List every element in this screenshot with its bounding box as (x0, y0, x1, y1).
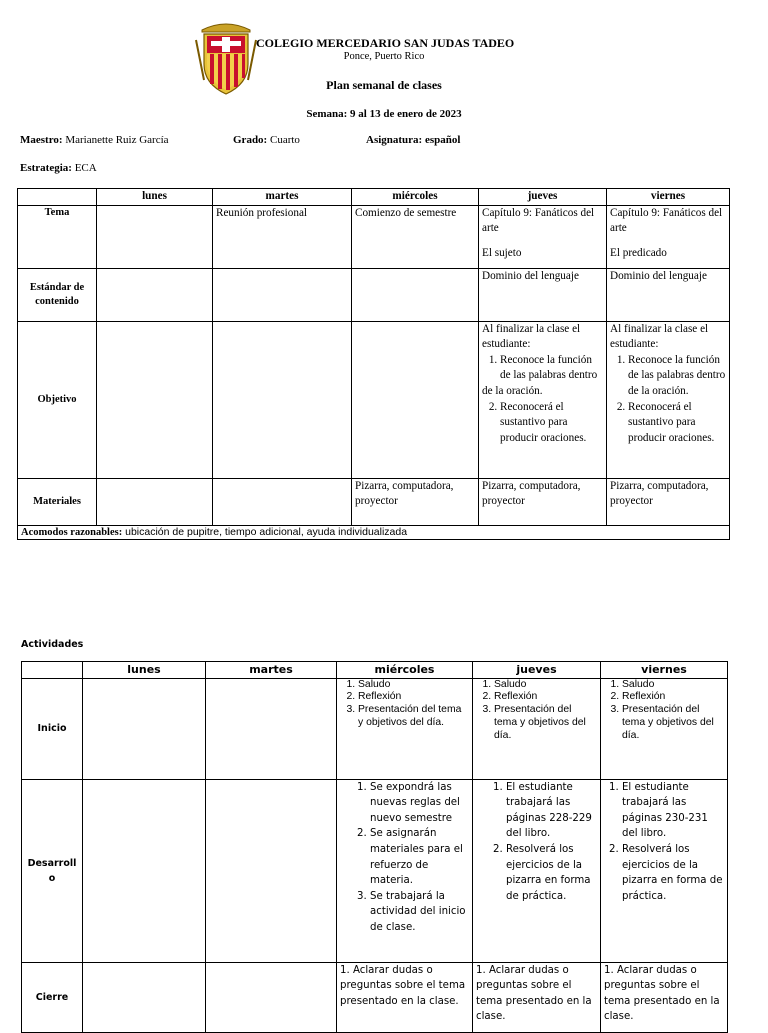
cierre-miercoles: 1. Aclarar dudas o preguntas sobre el tema presentado en la clase. (337, 962, 473, 1032)
inicio-martes (206, 678, 337, 779)
day-header-martes: martes (213, 189, 352, 206)
inicio-miercoles-item: 2. Reflexión (358, 691, 469, 704)
teacher-label: Maestro: (20, 134, 63, 146)
day-header-viernes: viernes (607, 189, 730, 206)
inicio-miercoles (337, 678, 473, 779)
objetivo-jueves-item-2: 2. Reconocerá el sustantivo para producir oraciones. (500, 400, 603, 447)
day-header-lunes: lunes (97, 189, 213, 206)
materiales-lunes (97, 478, 213, 525)
plan-header-row (18, 189, 730, 206)
acomodos-label: Acomodos razonables: (21, 526, 123, 538)
subject-value: español (424, 134, 461, 146)
estandar-miercoles (352, 268, 479, 321)
objetivo-viernes-item-1: 1. Reconoce la función de las palabras dentro de la oración. (628, 353, 726, 400)
row-desarrollo (22, 779, 728, 962)
objetivo-martes (213, 321, 352, 478)
desarrollo-jueves-item: 1. El estudiante trabajará las páginas 228-229 del libro. (506, 780, 597, 842)
grade-value: Cuarto (269, 134, 300, 146)
desarrollo-miercoles (337, 779, 473, 962)
inicio-jueves-list (476, 679, 597, 743)
objetivo-jueves-intro: Al finalizar la clase el estudiante: (482, 322, 581, 351)
strategy-value: ECA (74, 162, 97, 174)
inicio-viernes-item: 1. Saludo (622, 679, 724, 692)
materiales-jueves: Pizarra, computadora, proyector (479, 478, 607, 525)
materiales-viernes: Pizarra, computadora, proyector (607, 478, 730, 525)
objetivo-jueves (479, 321, 607, 478)
inicio-jueves-item: 2. Reflexión (494, 691, 597, 704)
desarrollo-viernes-list (604, 780, 724, 905)
objetivo-jueves-list (482, 353, 603, 384)
tema-jueves (479, 205, 607, 268)
row-inicio (22, 678, 728, 779)
estandar-viernes: Dominio del lenguaje (607, 268, 730, 321)
cierre-jueves: 1. Aclarar dudas o preguntas sobre el tema presentado en la clase. (473, 962, 601, 1032)
tema-miercoles: Comienzo de semestre (352, 205, 479, 268)
subject-label: Asignatura: (366, 134, 423, 146)
tema-jueves-topic: El sujeto (482, 246, 522, 259)
tema-viernes-topic: El predicado (610, 246, 667, 259)
inicio-miercoles-list (340, 679, 469, 730)
cierre-martes (206, 962, 337, 1032)
desarrollo-jueves-list (476, 780, 597, 905)
tema-viernes-chapter: Capítulo 9: Fanáticos del arte (610, 206, 723, 235)
activities-corner-cell (22, 662, 83, 679)
strategy-label: Estrategia: (20, 162, 72, 174)
estandar-martes (213, 268, 352, 321)
materiales-miercoles: Pizarra, computadora, proyector (352, 478, 479, 525)
plan-title: Plan semanal de clases (326, 78, 442, 92)
act-header-viernes: viernes (601, 662, 728, 679)
row-acomodos (18, 525, 730, 539)
objetivo-viernes-intro: Al finalizar la clase el estudiante: (610, 322, 709, 351)
act-header-jueves: jueves (473, 662, 601, 679)
inicio-viernes-item: 3. Presentación del tema y objetivos del día. (622, 704, 724, 742)
objetivo-jueves-item-1-tail: de la oración. (482, 384, 543, 397)
inicio-jueves-item: 1. Saludo (494, 679, 597, 692)
strategy-line (20, 162, 97, 174)
desarrollo-miercoles-item: 1. Se expondrá las nuevas reglas del nuevo semestre (370, 780, 469, 827)
materiales-martes (213, 478, 352, 525)
objetivo-miercoles (352, 321, 479, 478)
inicio-lunes (83, 678, 206, 779)
tema-martes: Reunión profesional (213, 205, 352, 268)
activities-header-row (22, 662, 728, 679)
desarrollo-viernes-item: 1. El estudiante trabajará las páginas 230-231 del libro. (622, 780, 724, 842)
school-name: COLEGIO MERCEDARIO SAN JUDAS TADEO (256, 36, 515, 50)
estandar-jueves: Dominio del lenguaje (479, 268, 607, 321)
row-label-objetivo: Objetivo (18, 321, 97, 478)
inicio-miercoles-item: 1. Saludo (358, 679, 469, 692)
tema-jueves-chapter: Capítulo 9: Fanáticos del arte (482, 206, 595, 235)
tema-lunes (97, 205, 213, 268)
acomodos-value: ubicación de pupitre, tiempo adicional, ayuda individualizada (122, 525, 408, 538)
row-label-inicio: Inicio (22, 678, 83, 779)
act-header-miercoles: miércoles (337, 662, 473, 679)
estandar-lunes (97, 268, 213, 321)
row-label-tema: Tema (18, 205, 97, 268)
inicio-jueves-item: 3. Presentación del tema y objetivos del día. (494, 704, 597, 742)
tema-viernes (607, 205, 730, 268)
desarrollo-miercoles-list (340, 780, 469, 936)
desarrollo-miercoles-item: 2. Se asignarán materiales para el refuerzo de materia. (370, 826, 469, 888)
corner-cell (18, 189, 97, 206)
row-tema (18, 205, 730, 268)
desarrollo-jueves (473, 779, 601, 962)
inicio-viernes-item: 2. Reflexión (622, 691, 724, 704)
subject-line (366, 134, 460, 146)
desarrollo-viernes-item: 2. Resolverá los ejercicios de la pizarra en forma de práctica. (622, 842, 724, 904)
row-label-estandar: Estándar de contenido (18, 268, 97, 321)
teacher-line (20, 134, 169, 146)
acomodos-cell (18, 525, 730, 539)
grade-label: Grado: (233, 134, 268, 146)
inicio-miercoles-item: 3. Presentación del tema y objetivos del día. (358, 704, 469, 730)
week-range: Semana: 9 al 13 de enero de 2023 (306, 108, 462, 120)
inicio-jueves (473, 678, 601, 779)
desarrollo-viernes (601, 779, 728, 962)
desarrollo-lunes (83, 779, 206, 962)
activities-title: Actividades (21, 639, 84, 650)
row-materiales (18, 478, 730, 525)
day-header-jueves: jueves (479, 189, 607, 206)
row-objetivo (18, 321, 730, 478)
desarrollo-martes (206, 779, 337, 962)
teacher-name: Marianette Ruiz García (65, 134, 169, 146)
objetivo-lunes (97, 321, 213, 478)
day-header-miercoles: miércoles (352, 189, 479, 206)
row-cierre (22, 962, 728, 1032)
cierre-lunes (83, 962, 206, 1032)
activities-table (21, 661, 728, 1033)
desarrollo-miercoles-item: 3. Se trabajará la actividad del inicio de clase. (370, 889, 469, 936)
row-label-desarrollo: Desarroll o (22, 779, 83, 962)
inicio-viernes-list (604, 679, 724, 743)
desarrollo-jueves-item: 2. Resolverá los ejercicios de la pizarra en forma de práctica. (506, 842, 597, 904)
objetivo-jueves-list-2 (482, 400, 603, 447)
row-label-cierre: Cierre (22, 962, 83, 1032)
grade-line (233, 134, 300, 146)
objetivo-viernes (607, 321, 730, 478)
act-header-lunes: lunes (83, 662, 206, 679)
objetivo-viernes-list (610, 353, 726, 447)
school-city: Ponce, Puerto Rico (343, 51, 425, 62)
act-header-martes: martes (206, 662, 337, 679)
row-estandar (18, 268, 730, 321)
inicio-viernes (601, 678, 728, 779)
row-label-materiales: Materiales (18, 478, 97, 525)
weekly-plan-table (17, 188, 730, 540)
cierre-viernes: 1. Aclarar dudas o preguntas sobre el tema presentado en la clase. (601, 962, 728, 1032)
objetivo-jueves-item-1: 1. Reconoce la función de las palabras dentro (500, 353, 603, 384)
objetivo-viernes-item-2: 2. Reconocerá el sustantivo para producir oraciones. (628, 400, 726, 447)
